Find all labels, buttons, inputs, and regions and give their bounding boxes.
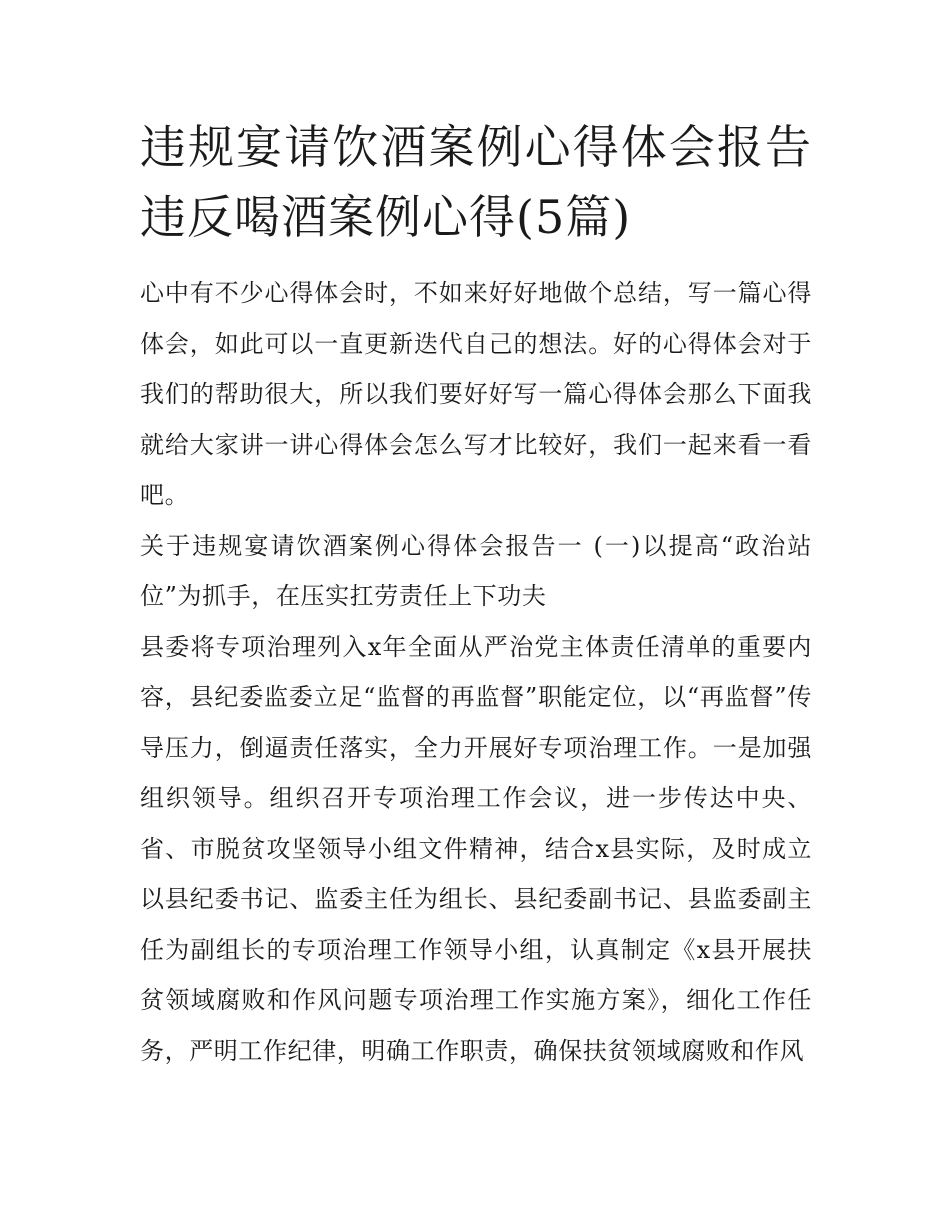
intro-paragraph: 心中有不少心得体会时，不如来好好地做个总结，写一篇心得体会，如此可以一直更新迭代自己的想法。好的心得体会对于我们的帮助很大，所以我们要好好写一篇心得体会那么下面我就给大家讲一讲心得体会怎么写才比较好，我们一起来看一看吧。: [140, 279, 812, 509]
body-paragraph: 县委将专项治理列入x年全面从严治党主体责任清单的重要内容，县纪委监委立足“监督的再监督”职能定位，以“再监督”传导压力，倒逼责任落实，全力开展好专项治理工作。一是加强组织领导。组织召开专项治理工作会议，进一步传达中央、省、市脱贫攻坚领导小组文件精神，结合x县实际，及时成立以县纪委书记、监委主任为组长、县纪委副书记、县监委副主任为副组长的专项治理工作领导小组，认真制定《x县开展扶贫领域腐败和作风问题专项治理工作实施方案》，细化工作任务，严明工作纪律，明确工作职责，确保扶贫领域腐败和作风: [140, 632, 812, 1065]
document-title: 违规宴请饮酒案例心得体会报告 违反喝酒案例心得(5篇): [140, 120, 812, 244]
document-body: [140, 112, 812, 1076]
section-heading-paragraph: 关于违规宴请饮酒案例心得体会报告一 (一)以提高“政治站位”为抓手，在压实扛劳责任上下功夫: [140, 531, 812, 610]
